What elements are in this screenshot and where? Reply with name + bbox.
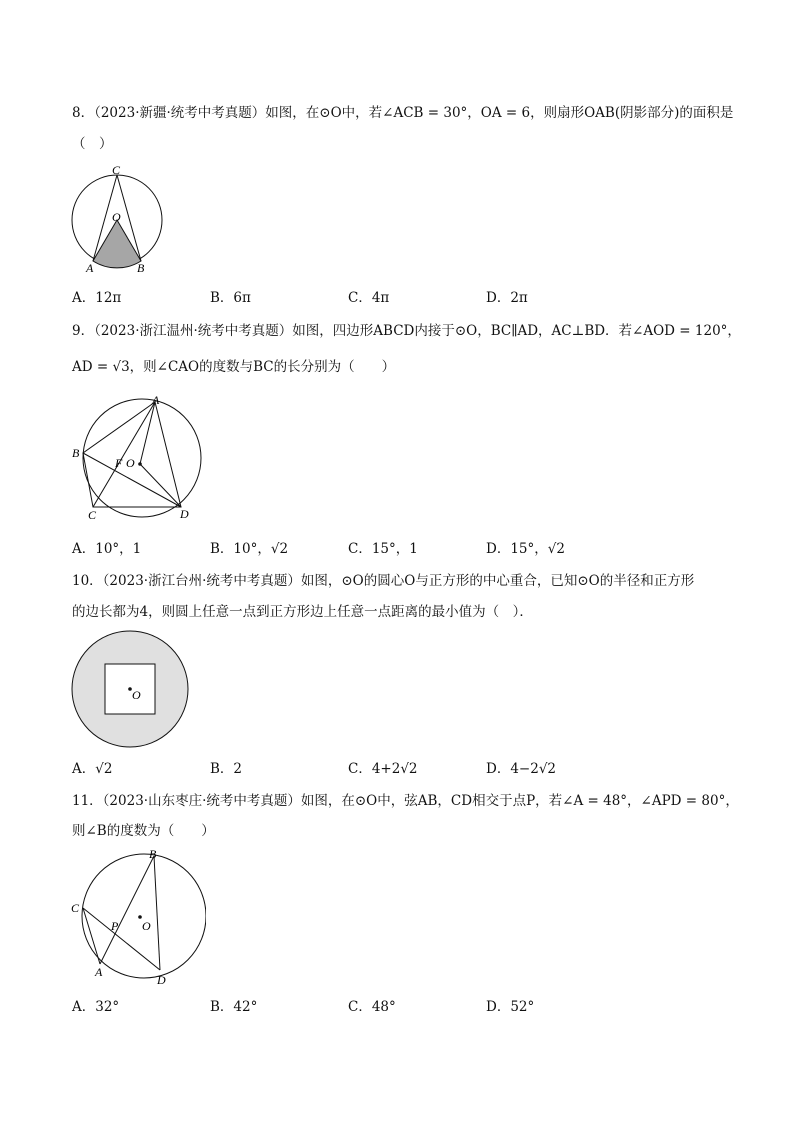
q8-option-b: B．6π (210, 290, 251, 306)
q9-figure (66, 392, 206, 522)
q11-chord-ab (100, 856, 154, 964)
q8-figure (66, 162, 170, 278)
q10-option-d: D．4−2√2 (486, 761, 557, 777)
q11-option-d: D．52° (486, 999, 535, 1015)
q10-option-b: B．2 (210, 761, 243, 777)
q10-figure (68, 629, 194, 751)
q11-figure (66, 846, 206, 988)
q11-option-b: B．42° (210, 999, 258, 1015)
q9-label-b: B (72, 446, 80, 460)
q10-label-o: O (132, 688, 141, 702)
q9-label-a: A (152, 393, 160, 407)
q9-option-d: D．15°，√2 (486, 541, 565, 557)
q11-circle (82, 854, 206, 978)
q11-stem-line1: 11．（2023·山东枣庄·统考中考真题）如图，在⊙O中，弦AB，CD相交于点P，若∠A = 48°，∠APD = 80°， (72, 793, 739, 809)
q8-option-c: C．4π (348, 290, 390, 306)
q9-stem-line1: 9．（2023·浙江温州·统考中考真题）如图，四边形ABCD内接于⊙O，BC∥AD，AC⊥BD．若∠AOD = 120°， (72, 323, 741, 339)
q9-option-b: B．10°，√2 (210, 541, 289, 557)
q8-stem-line2: （ ） (72, 136, 113, 152)
q11-label-p: P (111, 919, 119, 933)
q11-label-a: A (95, 965, 103, 979)
q11-label-d: D (157, 973, 166, 987)
q8-label-a: A (86, 261, 94, 275)
q8-stem-line1: 8．（2023·新疆·统考中考真题）如图，在⊙O中，若∠ACB = 30°，OA = 6，则扇形OAB(阴影部分)的面积是 (72, 105, 734, 121)
q11-label-o: O (142, 919, 151, 933)
q10-stem-line2: 的边长都为4，则圆上任意一点到正方形边上任意一点距离的最小值为（ ）． (72, 604, 533, 620)
q9-label-f: F (115, 456, 123, 470)
q9-diagonal-ac (93, 402, 155, 507)
q11-segment-bd (154, 856, 160, 970)
q8-option-a: A．12π (72, 290, 122, 306)
q8-option-d: D．2π (486, 290, 528, 306)
q9-center-dot (138, 462, 142, 466)
q9-label-d: D (180, 507, 189, 521)
q11-label-c: C (71, 901, 80, 915)
q11-chord-cd (83, 908, 160, 970)
q11-option-c: C．48° (348, 999, 396, 1015)
q11-label-b: B (149, 847, 157, 861)
q8-shaded-sector (93, 220, 141, 268)
q9-label-o: O (126, 456, 135, 470)
q8-label-b: B (137, 261, 145, 275)
q9-segment-od (140, 464, 181, 507)
q8-label-o: O (112, 210, 121, 224)
q8-label-c: C (112, 163, 121, 177)
q10-option-a: A．√2 (72, 761, 113, 777)
q10-option-c: C．4+2√2 (348, 761, 418, 777)
q11-stem-line2: 则∠B的度数为（ ） (72, 823, 215, 839)
q9-option-a: A．10°，1 (72, 541, 142, 557)
q9-option-c: C．15°，1 (348, 541, 418, 557)
q9-circle (83, 399, 201, 517)
q9-label-c: C (88, 508, 97, 522)
q10-stem-line1: 10．（2023·浙江台州·统考中考真题）如图，⊙O的圆心O与正方形的中心重合，已知⊙O的半径和正方形 (72, 573, 695, 589)
q11-option-a: A．32° (72, 999, 120, 1015)
q9-stem-line2: AD = √3，则∠CAO的度数与BC的长分别为（ ） (72, 359, 396, 375)
